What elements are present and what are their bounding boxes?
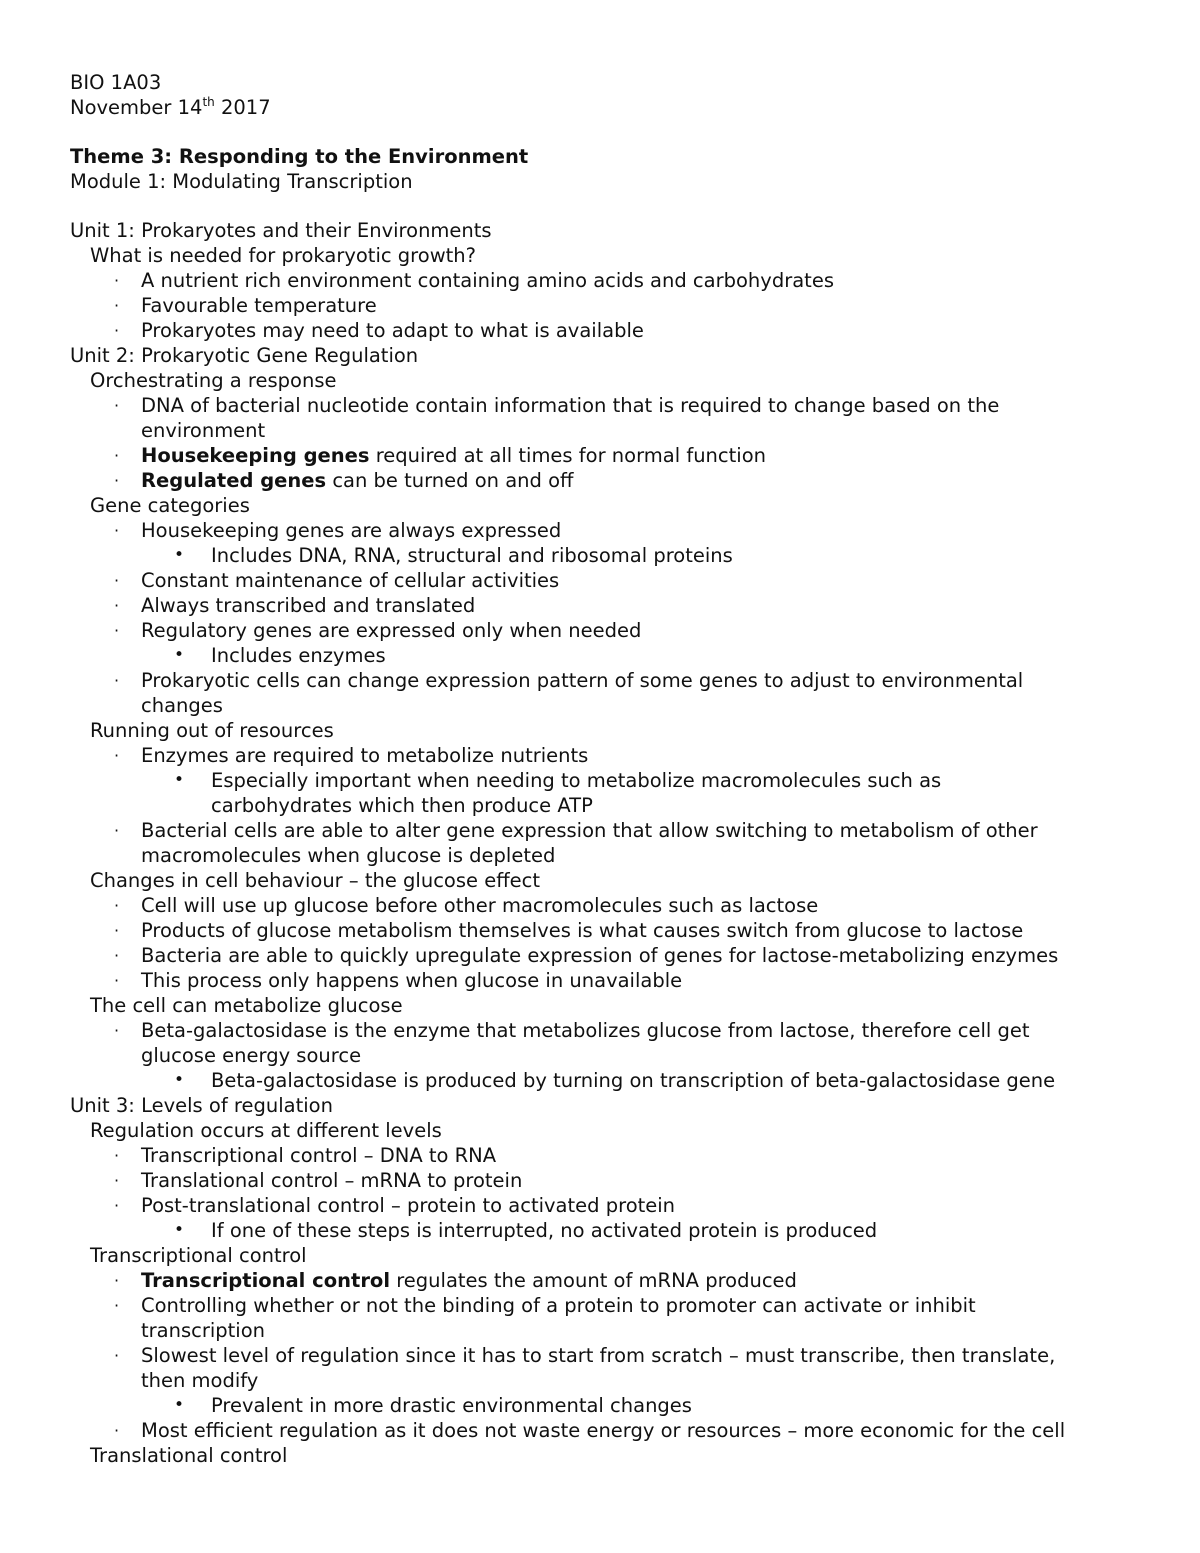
sub-bullet-icon: •	[174, 770, 185, 790]
course-code: BIO 1A03	[70, 71, 162, 94]
sub-bullet-icon: •	[174, 1220, 185, 1240]
section-heading: Translational control	[90, 1444, 288, 1467]
bullet-icon: ·	[114, 271, 120, 290]
bullet-item: · Regulated genes can be turned on and off	[114, 469, 574, 492]
bullet-icon: ·	[114, 671, 120, 690]
sub-bullet-item: • Includes enzymes	[174, 644, 386, 667]
bullet-item: · Post-translational control – protein to activated protein	[114, 1194, 676, 1217]
bullet-icon: ·	[114, 821, 120, 840]
bullet-item: · Housekeeping genes required at all times for normal function	[114, 444, 766, 467]
bullet-icon: ·	[114, 296, 120, 315]
section-heading: The cell can metabolize glucose	[90, 994, 403, 1017]
sub-bullet-icon: •	[174, 1395, 185, 1415]
bullet-icon: ·	[114, 321, 120, 340]
sub-bullet-item: • Prevalent in more drastic environmental changes	[174, 1394, 692, 1417]
bullet-icon: ·	[114, 521, 120, 540]
bullet-icon: ·	[114, 971, 120, 990]
bullet-icon: ·	[114, 1171, 120, 1190]
bullet-item: · Slowest level of regulation since it has to start from scratch – must transcribe, then translate,	[114, 1344, 1056, 1367]
bullet-item: · Bacterial cells are able to alter gene expression that allow switching to metabolism of other	[114, 819, 1038, 842]
bullet-icon: ·	[114, 1346, 120, 1365]
bullet-icon: ·	[114, 621, 120, 640]
bullet-item: · Cell will use up glucose before other macromolecules such as lactose	[114, 894, 819, 917]
bullet-icon: ·	[114, 1421, 120, 1440]
bullet-icon: ·	[114, 396, 120, 415]
bullet-item: · DNA of bacterial nucleotide contain information that is required to change based on the	[114, 394, 1000, 417]
bullet-icon: ·	[114, 746, 120, 765]
lecture-date: November 14th 2017	[70, 95, 271, 119]
bullet-icon: ·	[114, 596, 120, 615]
bullet-continuation: glucose energy source	[141, 1044, 362, 1067]
bullet-icon: ·	[114, 921, 120, 940]
section-heading: Running out of resources	[90, 719, 334, 742]
bold-term: Regulated genes	[141, 469, 327, 492]
theme-title: Theme 3: Responding to the Environment	[70, 145, 529, 168]
bullet-item: · Transcriptional control regulates the amount of mRNA produced	[114, 1269, 797, 1292]
bullet-item: · Prokaryotes may need to adapt to what is available	[114, 319, 644, 342]
section-heading: What is needed for prokaryotic growth?	[90, 244, 476, 267]
bullet-icon: ·	[114, 471, 120, 490]
bullet-continuation: environment	[141, 419, 266, 442]
sub-bullet-item: • If one of these steps is interrupted, no activated protein is produced	[174, 1219, 878, 1242]
bullet-item: · Housekeeping genes are always expressed	[114, 519, 562, 542]
bullet-item: · Enzymes are required to metabolize nutrients	[114, 744, 589, 767]
sub-bullet-item: • Includes DNA, RNA, structural and ribosomal proteins	[174, 544, 733, 567]
unit-heading: Unit 1: Prokaryotes and their Environments	[70, 219, 492, 242]
bullet-continuation: transcription	[141, 1319, 266, 1342]
bullet-item: · Favourable temperature	[114, 294, 377, 317]
bullet-item: · Constant maintenance of cellular activities	[114, 569, 560, 592]
bullet-item: · Bacteria are able to quickly upregulate expression of genes for lactose-metabolizing enzymes	[114, 944, 1059, 967]
section-heading: Transcriptional control	[90, 1244, 307, 1267]
bullet-continuation: changes	[141, 694, 223, 717]
bullet-item: · Always transcribed and translated	[114, 594, 476, 617]
bullet-icon: ·	[114, 1296, 120, 1315]
bold-term: Housekeeping genes	[141, 444, 370, 467]
bullet-icon: ·	[114, 446, 120, 465]
bold-term: Transcriptional control	[141, 1269, 391, 1292]
bullet-item: · Controlling whether or not the binding of a protein to promoter can activate or inhibit	[114, 1294, 976, 1317]
bullet-continuation: then modify	[141, 1369, 259, 1392]
bullet-item: · Transcriptional control – DNA to RNA	[114, 1144, 497, 1167]
unit-heading: Unit 2: Prokaryotic Gene Regulation	[70, 344, 419, 367]
bullet-item: · Prokaryotic cells can change expression pattern of some genes to adjust to environmental	[114, 669, 1024, 692]
bullet-item: · Products of glucose metabolism themselves is what causes switch from glucose to lactose	[114, 919, 1024, 942]
sub-bullet-item: • Beta-galactosidase is produced by turning on transcription of beta-galactosidase gene	[174, 1069, 1056, 1092]
bullet-item: · Most efficient regulation as it does not waste energy or resources – more economic for the cell	[114, 1419, 1066, 1442]
sub-bullet-icon: •	[174, 545, 185, 565]
bullet-icon: ·	[114, 571, 120, 590]
sub-bullet-icon: •	[174, 645, 185, 665]
module-title: Module 1: Modulating Transcription	[70, 170, 413, 193]
bullet-item: · Beta-galactosidase is the enzyme that metabolizes glucose from lactose, therefore cell get	[114, 1019, 1030, 1042]
section-heading: Regulation occurs at different levels	[90, 1119, 442, 1142]
bullet-item: · A nutrient rich environment containing amino acids and carbohydrates	[114, 269, 834, 292]
document-page	[70, 70, 1150, 1468]
bullet-icon: ·	[114, 896, 120, 915]
bullet-continuation: macromolecules when glucose is depleted	[141, 844, 556, 867]
bullet-icon: ·	[114, 1146, 120, 1165]
sub-bullet-item: • Especially important when needing to metabolize macromolecules such as	[174, 769, 942, 792]
bullet-icon: ·	[114, 1271, 120, 1290]
bullet-item: · Regulatory genes are expressed only when needed	[114, 619, 642, 642]
bullet-icon: ·	[114, 1196, 120, 1215]
bullet-icon: ·	[114, 1021, 120, 1040]
section-heading: Orchestrating a response	[90, 369, 337, 392]
bullet-item: · This process only happens when glucose in unavailable	[114, 969, 683, 992]
unit-heading: Unit 3: Levels of regulation	[70, 1094, 333, 1117]
bullet-item: · Translational control – mRNA to protein	[114, 1169, 523, 1192]
sub-bullet-icon: •	[174, 1070, 185, 1090]
section-heading: Changes in cell behaviour – the glucose effect	[90, 869, 540, 892]
bullet-icon: ·	[114, 946, 120, 965]
sub-bullet-continuation: carbohydrates which then produce ATP	[211, 794, 593, 817]
section-heading: Gene categories	[90, 494, 250, 517]
